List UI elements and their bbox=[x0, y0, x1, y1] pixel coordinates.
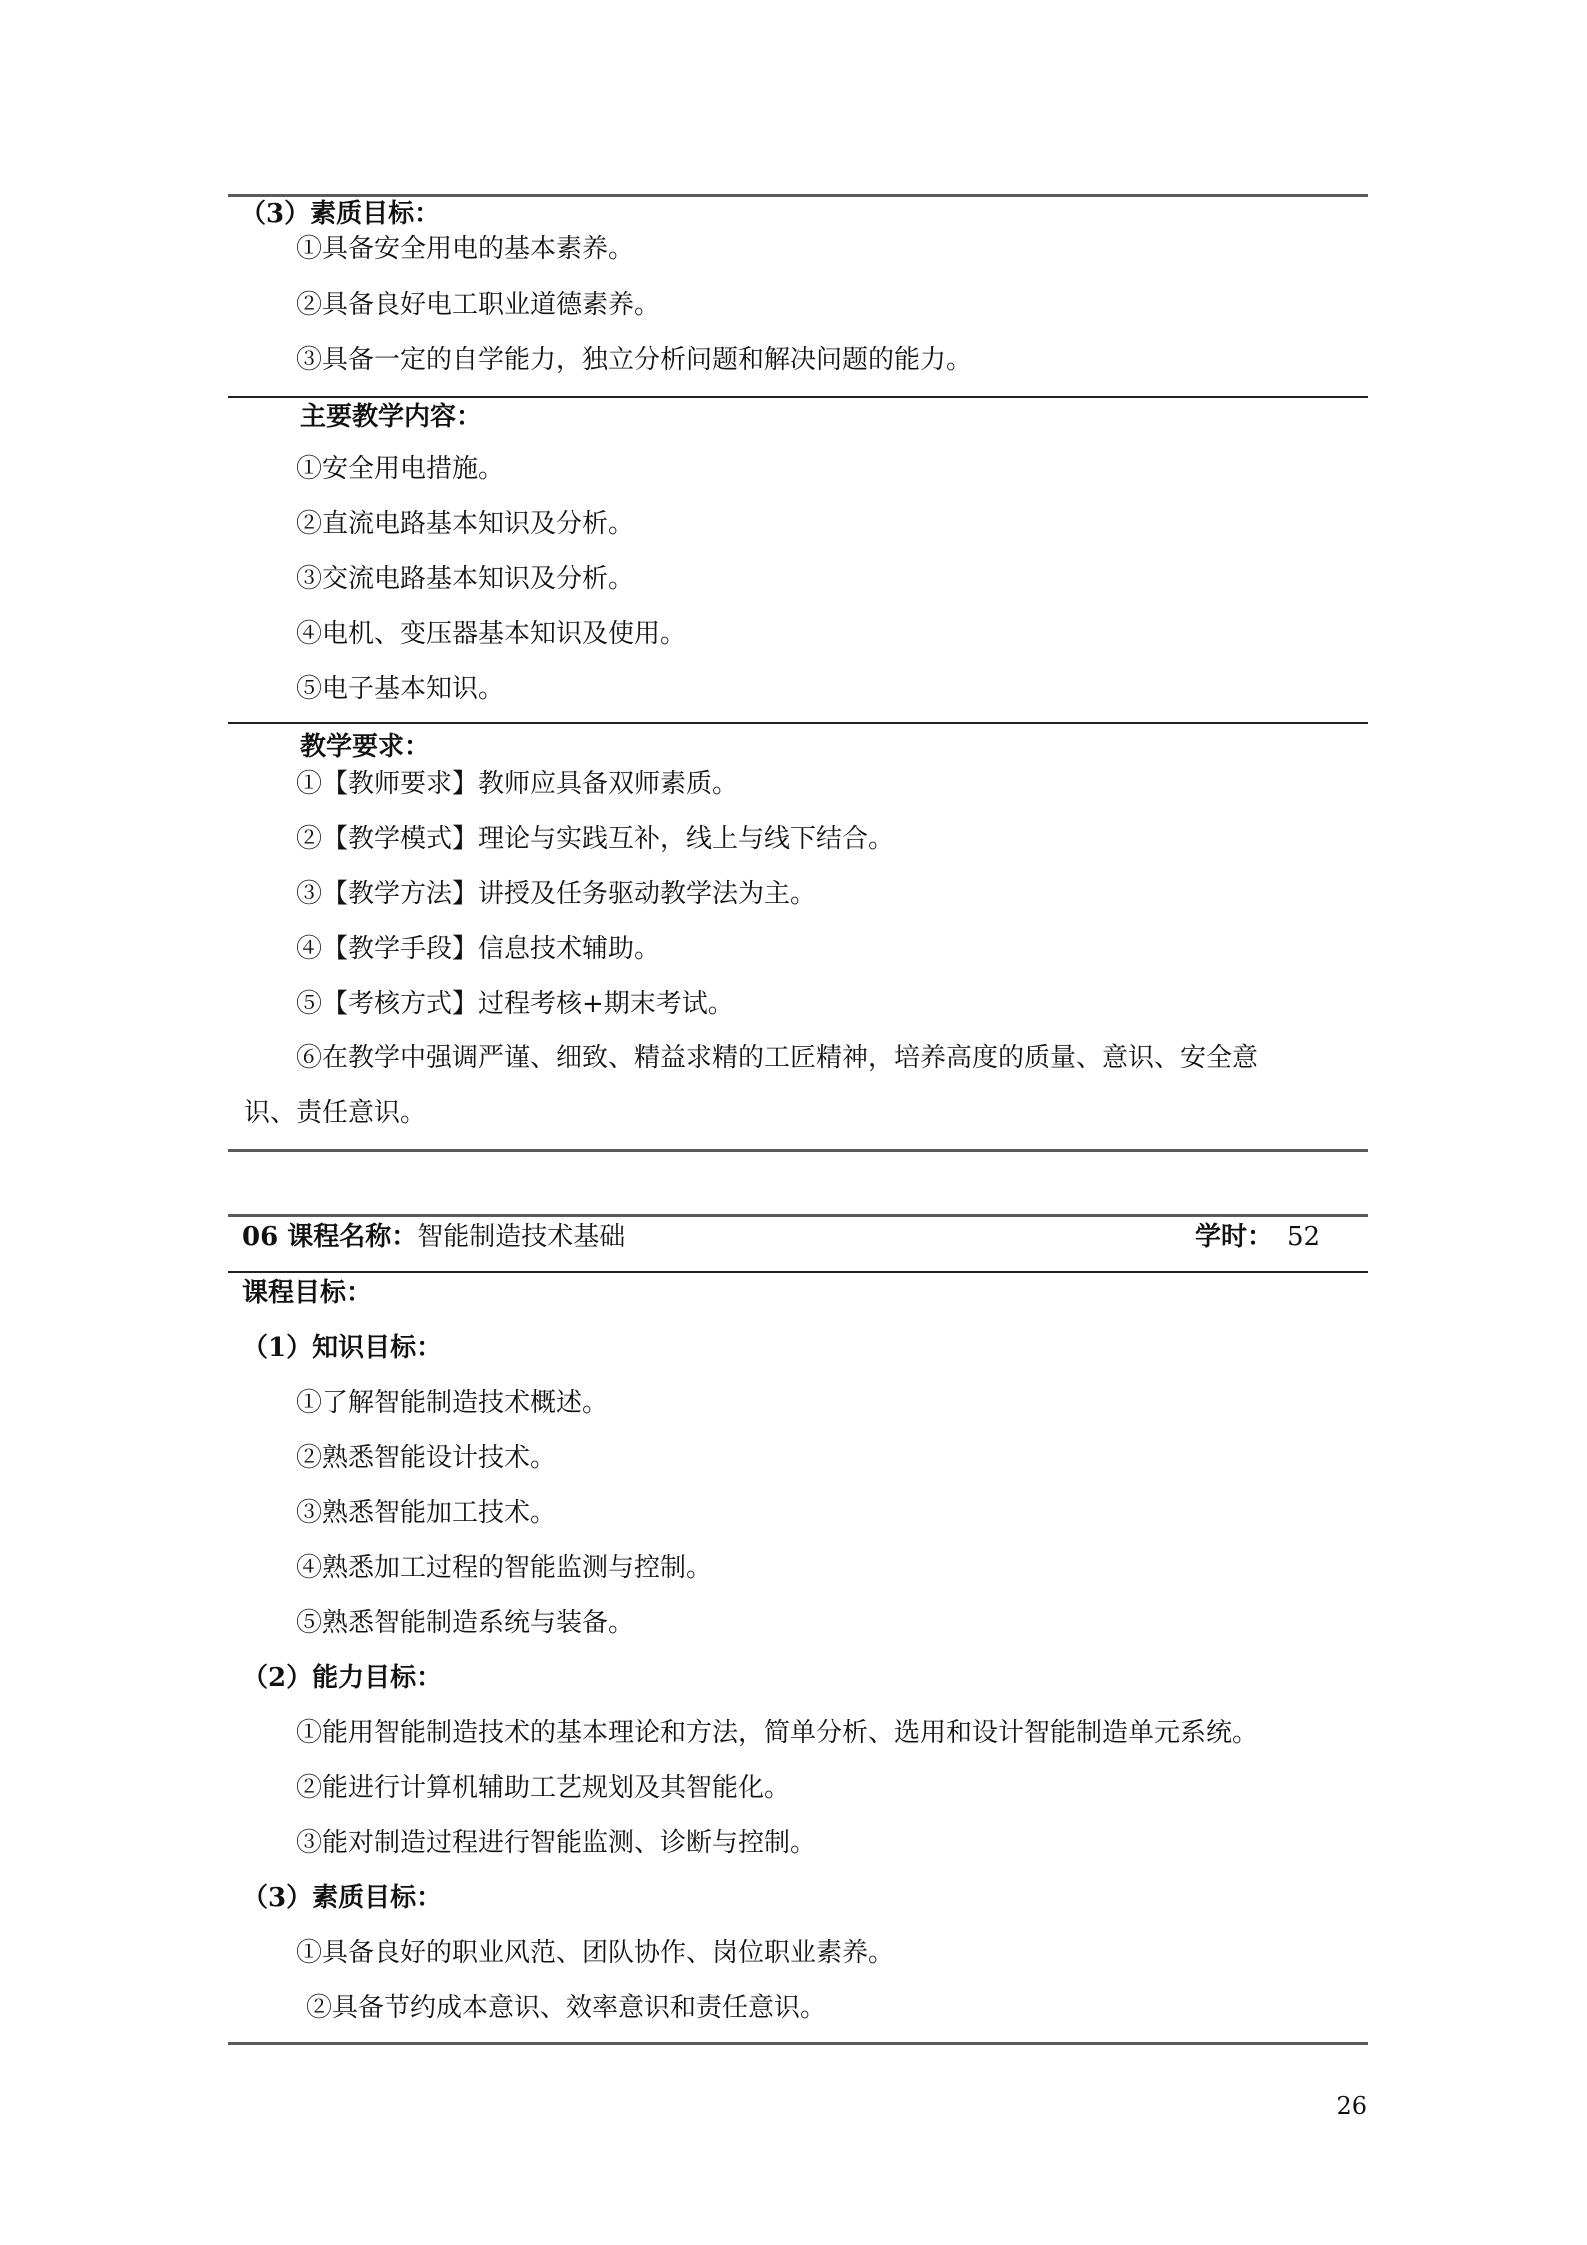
course-name bbox=[242, 1220, 625, 1254]
requirement-item: ③【教学方法】讲授及任务驱动教学法为主。 bbox=[296, 879, 817, 909]
requirement-item: ②【教学模式】理论与实践互补，线上与线下结合。 bbox=[296, 824, 895, 854]
content-item: ③交流电路基本知识及分析。 bbox=[296, 564, 635, 594]
requirements-heading: 教学要求： bbox=[300, 732, 431, 762]
content-item: ②直流电路基本知识及分析。 bbox=[296, 509, 635, 539]
course-hours-value: 52 bbox=[1287, 1222, 1321, 1252]
row-divider bbox=[228, 1271, 1368, 1273]
content-item: ①安全用电措施。 bbox=[296, 454, 505, 484]
requirement-item: ④【教学手段】信息技术辅助。 bbox=[296, 934, 661, 964]
table-bottom-border bbox=[228, 2042, 1368, 2045]
knowledge-item: ⑤熟悉智能制造系统与装备。 bbox=[296, 1608, 635, 1638]
table-top-border bbox=[228, 1214, 1368, 1217]
course-hours bbox=[1195, 1220, 1320, 1254]
goals-heading: 课程目标： bbox=[242, 1278, 373, 1308]
quality-item: ③具备一定的自学能力，独立分析问题和解决问题的能力。 bbox=[296, 345, 973, 375]
content-item: ④电机、变压器基本知识及使用。 bbox=[296, 619, 687, 649]
quality-item: ①具备良好的职业风范、团队协作、岗位职业素养。 bbox=[296, 1938, 895, 1968]
course-name-value: 智能制造技术基础 bbox=[417, 1222, 626, 1252]
ability-item: ②能进行计算机辅助工艺规划及其智能化。 bbox=[296, 1773, 791, 1803]
quality-item: ②具备良好电工职业道德素养。 bbox=[296, 290, 661, 320]
page-number: 26 bbox=[1336, 2092, 1367, 2120]
ability-item: ③能对制造过程进行智能监测、诊断与控制。 bbox=[296, 1828, 817, 1858]
quality-heading: （3）素质目标： bbox=[240, 199, 441, 229]
row-divider bbox=[228, 396, 1368, 398]
knowledge-item: ①了解智能制造技术概述。 bbox=[296, 1388, 609, 1418]
course-hours-label: 学时： bbox=[1195, 1222, 1274, 1252]
requirement-item: ①【教师要求】教师应具备双师素质。 bbox=[296, 769, 739, 799]
quality-item: ①具备安全用电的基本素养。 bbox=[296, 234, 635, 264]
content-item: ⑤电子基本知识。 bbox=[296, 674, 505, 704]
requirement-item-continued: 识、责任意识。 bbox=[244, 1098, 427, 1128]
quality-heading: （3）素质目标： bbox=[242, 1883, 443, 1913]
table-bottom-border bbox=[228, 1149, 1368, 1152]
knowledge-item: ③熟悉智能加工技术。 bbox=[296, 1498, 557, 1528]
quality-item: ②具备节约成本意识、效率意识和责任意识。 bbox=[306, 1993, 827, 2023]
ability-item: ①能用智能制造技术的基本理论和方法，简单分析、选用和设计智能制造单元系统。 bbox=[296, 1718, 1259, 1748]
knowledge-heading: （1）知识目标： bbox=[242, 1333, 443, 1363]
ability-heading: （2）能力目标： bbox=[242, 1663, 443, 1693]
row-divider bbox=[228, 722, 1368, 724]
knowledge-item: ②熟悉智能设计技术。 bbox=[296, 1443, 557, 1473]
requirement-item: ⑥在教学中强调严谨、细致、精益求精的工匠精神，培养高度的质量、意识、安全意 bbox=[296, 1043, 1259, 1073]
course-name-label: 06 课程名称： bbox=[242, 1222, 418, 1252]
requirement-item: ⑤【考核方式】过程考核+期末考试。 bbox=[296, 989, 734, 1019]
knowledge-item: ④熟悉加工过程的智能监测与控制。 bbox=[296, 1553, 713, 1583]
content-heading: 主要教学内容： bbox=[300, 402, 483, 432]
